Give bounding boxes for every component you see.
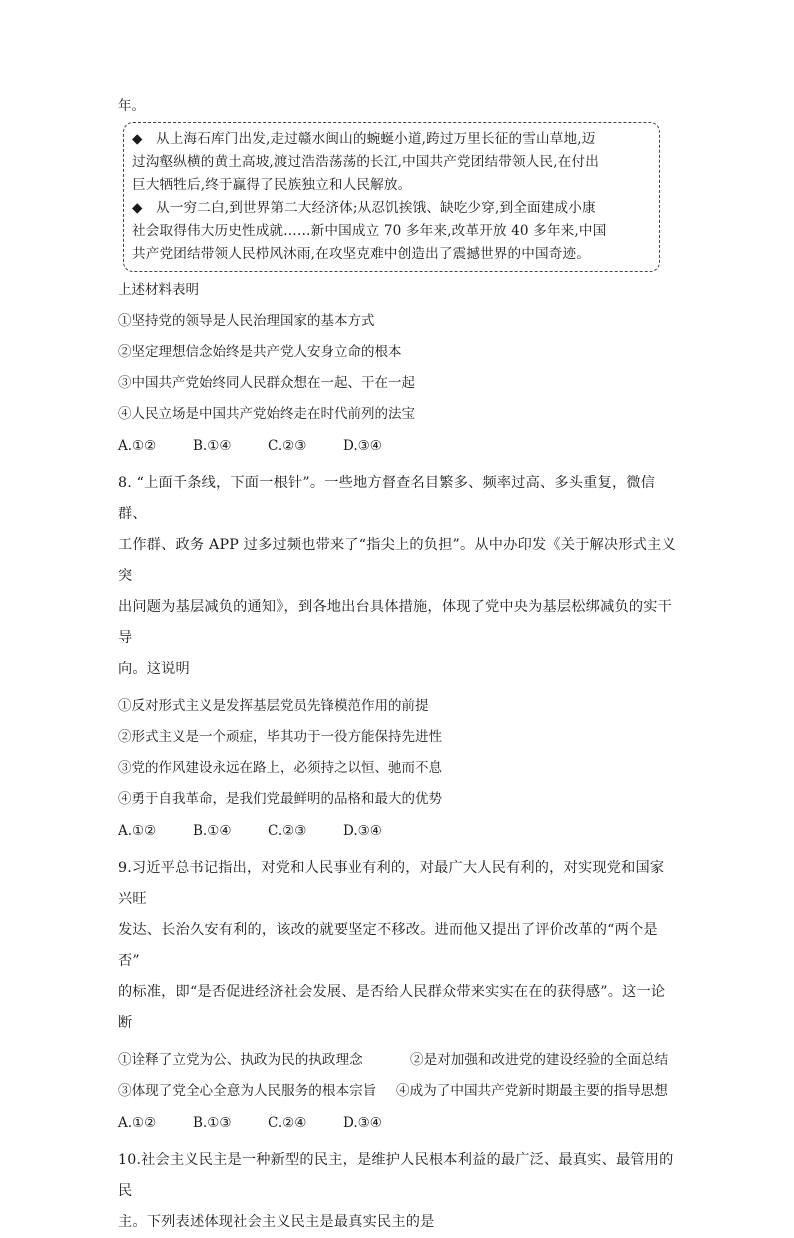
q7-choices [118,436,678,456]
q8-option: ④勇于自我革命，是我们党最鲜明的品格和最大的优势 [118,791,442,807]
q7-option: ④人民立场是中国共产党始终走在时代前列的法宝 [118,406,415,422]
material-item-2-line: 社会取得伟大历史性成就……新中国成立 70 多年来,改革开放 40 多年来,中国 [132,223,607,239]
choice-a: A.①② [118,438,157,454]
q9-stem-line: 的标准，即“是否促进经济社会发展、是否给人民群众带来实实在在的获得感”。这一论断 [118,984,666,1031]
q8-option: ③党的作风建设永远在路上，必须持之以恒、驰而不息 [118,760,442,776]
diamond-bullet-icon: ◆ [132,200,143,216]
choice-a: A.①② [118,823,157,839]
q9-stem-line: 发达、长治久安有利的，该改的就要坚定不移改。进而他又提出了评价改革的“两个是否” [118,922,658,969]
question-8 [118,468,678,685]
q8-stem-line: 出问题为基层减负的通知》，到各地出台具体措施，体现了党中央为基层松绑减负的实干导 [118,599,673,646]
choice-a: A.①② [118,1115,157,1131]
q9-option: ③体现了党全心全意为人民服务的根本宗旨 [118,1083,377,1099]
q9-options-row [118,1081,678,1101]
choice-b: B.①④ [193,438,232,454]
choice-c: C.②④ [268,1115,307,1131]
q9-option: ④成为了中国共产党新时期最主要的指导思想 [396,1083,668,1099]
q9-stem-line: 9.习近平总书记指出，对党和人民事业有利的，对最广大人民有利的，对实现党和国家兴旺 [118,860,665,907]
question-9 [118,853,678,1039]
material-item-2-line: 共产党团结带领人民栉风沐雨,在攻坚克难中创造出了震撼世界的中国奇迹。 [132,246,591,262]
q8-stem-line: 8. “上面千条线，下面一根针”。一些地方督查名目繁多、频率过高、多头重复，微信群、 [118,475,656,522]
q9-choices [118,1113,678,1133]
q7-option: ①坚持党的领导是人民治理国家的基本方式 [118,313,375,329]
material-item-1-line: 过沟壑纵横的黄土高坡,渡过浩浩荡荡的长江,中国共产党团结带领人民,在付出 [132,154,599,170]
q8-choices [118,821,678,841]
q8-option: ②形式主义是一个顽症，毕其功于一役方能保持先进性 [118,729,442,745]
choice-b: B.①③ [193,1115,232,1131]
q8-stem-line: 向。这说明 [118,661,190,677]
diamond-bullet-icon: ◆ [132,131,143,147]
exam-page [118,96,678,1238]
question-10 [118,1145,678,1238]
material-box [123,122,660,272]
continuation-text: 年。 [118,98,145,114]
q9-option: ①诠释了立党为公、执政为民的执政理念 [118,1052,363,1068]
choice-d: D.③④ [343,1115,382,1131]
q10-stem-line: 主。下列表述体现社会主义民主是最真实民主的是 [118,1214,435,1230]
material-item-2-line: ◆ 从一穷二白,到世界第二大经济体;从忍饥挨饿、缺吃少穿,到全面建成小康 [132,197,649,220]
q8-stem-line: 工作群、政务 APP 过多过频也带来了“指尖上的负担”。从中办印发《关于解决形式主义突 [118,537,676,584]
material-item-1-line: ◆ 从上海石库门出发,走过赣水闽山的蜿蜒小道,跨过万里长征的雪山草地,迈 [132,128,649,151]
q7-option: ②坚定理想信念始终是共产党人安身立命的根本 [118,344,402,360]
choice-d: D.③④ [343,823,382,839]
choice-c: C.②③ [268,438,307,454]
q9-option: ②是对加强和改进党的建设经验的全面总结 [410,1052,669,1068]
q7-option: ③中国共产党始终同人民群众想在一起、干在一起 [118,375,415,391]
q7-lead: 上述材料表明 [118,282,199,298]
q9-options-row [118,1050,678,1070]
q10-stem-line: 10.社会主义民主是一种新型的民主，是维护人民根本利益的最广泛、最真实、最管用的民 [118,1152,674,1199]
q8-option: ①反对形式主义是发挥基层党员先锋模范作用的前提 [118,698,429,714]
choice-b: B.①④ [193,823,232,839]
material-item-1-line: 巨大牺牲后,终于赢得了民族独立和人民解放。 [132,177,412,193]
choice-d: D.③④ [343,438,382,454]
choice-c: C.②③ [268,823,307,839]
